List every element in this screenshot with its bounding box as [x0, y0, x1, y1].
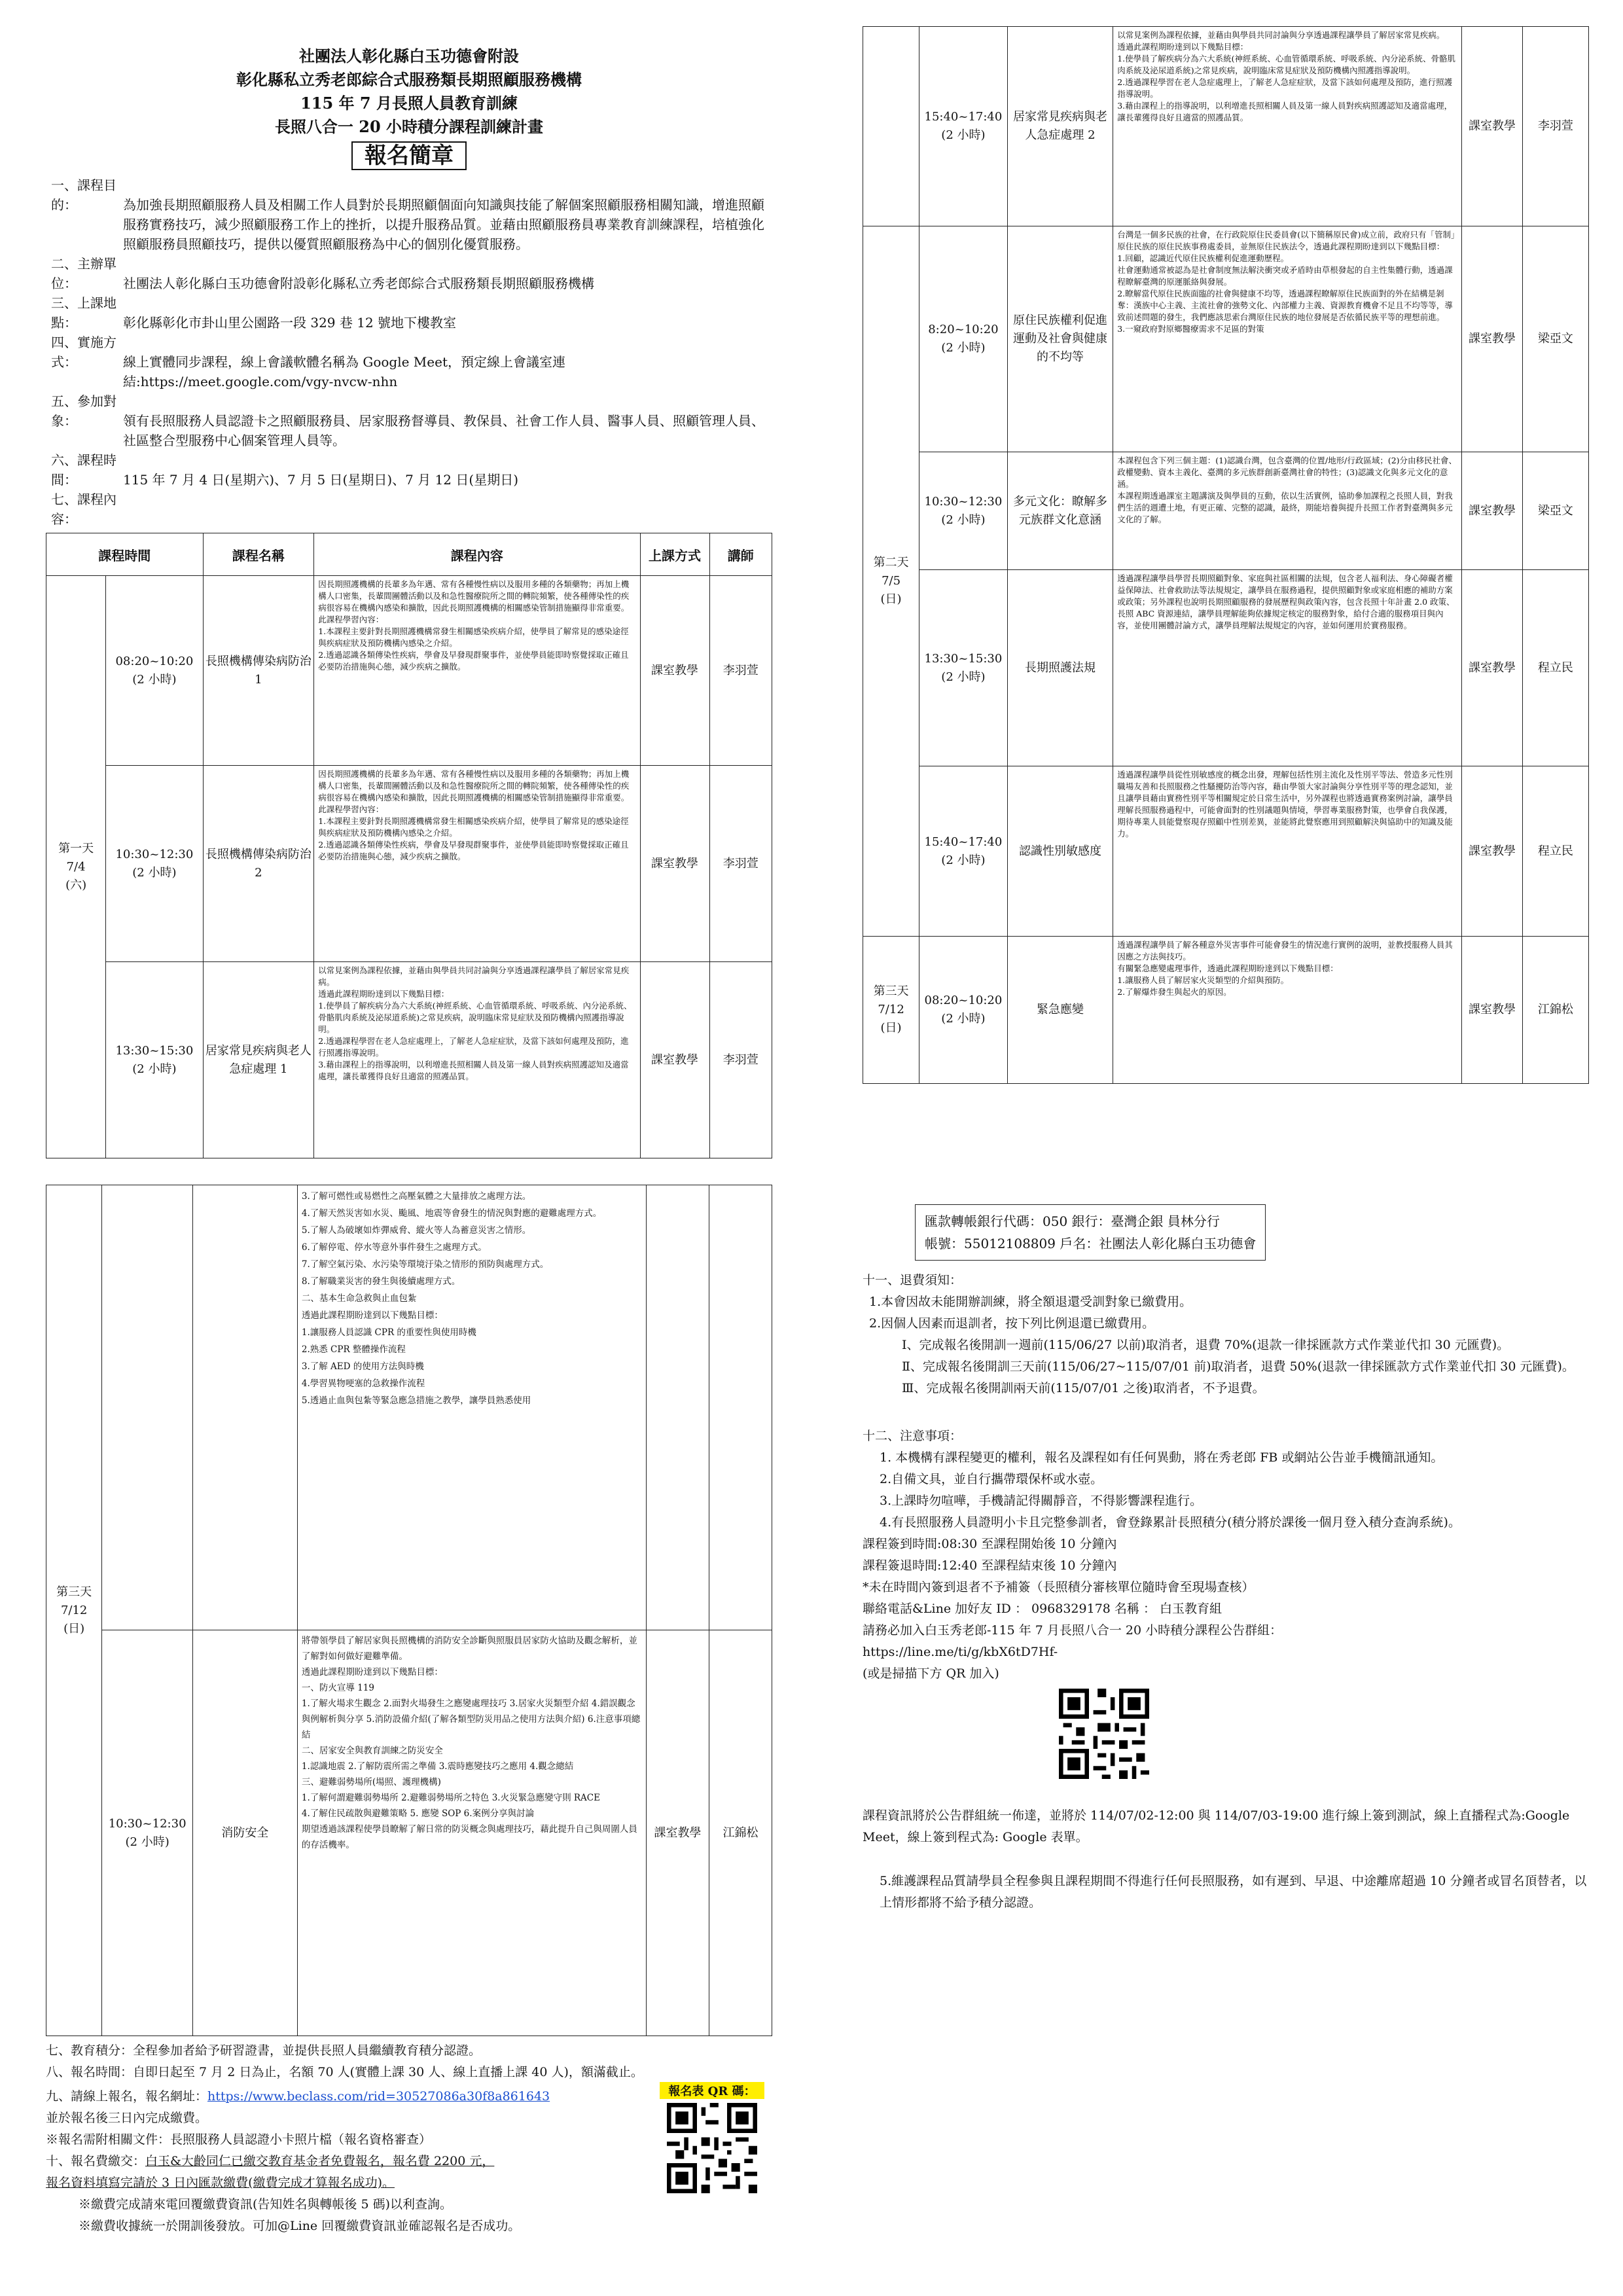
rule-5: 5.維護課程品質請學員全程參與且課程期間不得進行任何長照服務，如有遲到、早退、中途離席超過 10 分鐘者或冒名頂替者，以上情形都將不給予積分認證。: [880, 1874, 1587, 1910]
notice-line: 課程簽到時間:08:30 至課程開始後 10 分鐘內: [863, 1537, 1117, 1551]
notice-line: 4.有長照服務人員證明小卡且完整參訓者，會登錄累計長照積分(積分將於課後一個月登入積分查詢系統)。: [880, 1515, 1461, 1530]
header-line-4: 長照八合一 20 小時積分課程訓練計畫: [274, 117, 544, 136]
intro-item: 三、上課地點： 彰化縣彰化市卦山里公園路一段 329 巷 12 號地下樓教室: [51, 295, 457, 331]
session-name: 長期照護法規: [1007, 570, 1113, 766]
session-content: 因長期照護機構的長輩多為年邁、常有各種慢性病以及服用多種的各類藥物；再加上機構人口密集，長輩間團體活動以及和急性醫療院所之間的轉院頻繁，使各種傳染性的疾病很容易在機構內感染和擴散，因此長期照護機構的相關感染管制措施顯得非常重要。 此課程學習內容： 1.本課程主要針對長期照護機構常發生相關感染疾病介紹，使學員了解常見的感染途徑與疾病症狀及預防機構內感染之介紹。 2.透過認識各類傳染性疾病，學會及早發現群聚事件，並使學員能即時察覺採取正確且必要防治措施與心態，減少疾病之擴散。: [314, 576, 640, 766]
session-mode: 課室教學: [647, 1630, 709, 2036]
schedule-table-day1: [46, 533, 772, 1158]
header-line-3: 115 年 7 月長照人員教育訓練: [300, 94, 518, 113]
session-mode: 課室教學: [1462, 570, 1523, 766]
session-mode: 課室教學: [640, 962, 709, 1158]
session-time: 13:30~15:30 (2 小時): [106, 962, 203, 1158]
fee-line: 十、報名費繳交：白玉&大齡同仁已繳交教育基金者免費報名，報名費 2200 元，: [46, 2154, 495, 2168]
notice-heading: 十二、注意事項：: [863, 1429, 963, 1443]
session-mode: 課室教學: [1462, 766, 1523, 937]
notice-line: 聯絡電話&Line 加好友 ID ： 0968329178 名稱 ： 白玉教育組: [863, 1602, 1222, 1616]
notice-section: [863, 1426, 1589, 1685]
line-group-link[interactable]: https://line.me/ti/g/kbX6tD7Hf-: [863, 1645, 1058, 1659]
signup-qr-label: 報名表 QR 碼：: [660, 2082, 764, 2099]
bank-line-2: 帳號：55012108809 戶名：社團法人彰化縣白玉功德會: [925, 1236, 1257, 1251]
table-row: [46, 1630, 772, 2036]
notice-line: 1. 本機構有課程變更的權利，報名及課程如有任何異動，將在秀老郎 FB 或網站公告並手機簡訊通知。: [880, 1450, 1444, 1465]
page-1: [46, 26, 772, 1126]
session-content: 透過課程讓學員學習長期照顧對象、家庭與社區相關的法規，包含老人福利法、身心障礙者權益保障法、社會救助法等法規規定，讓學員在服務過程，提供照顧對象或家庭相應的補助方案或政策；另外課程也說明長期照顧服務的發展歷程與政策內容，包含長照十年計畫 2.0 政策、長照 ABC 資源連結，讓學員理解能夠依據規定核定的服務對象，給付合適的服務項目與內容，並使用團體討論方式，讓學員理解法規規定的內容，並如何運用於實務服務。: [1113, 570, 1462, 766]
table-row: [863, 937, 1589, 1084]
note-line: 並於報名後三日內完成繳費。: [46, 2111, 208, 2125]
bank-line-1: 匯款轉帳銀行代碼：050 銀行：臺灣企銀 員林分行: [925, 1213, 1220, 1229]
session-teacher: 江錦松: [1522, 937, 1588, 1084]
session-content: 3.了解可燃性或易燃性之高壓氣體之大量排放之處理方法。 4.了解天然災害如水災、颱風、地震等會發生的情況與對應的避難處理方式。 5.了解人為破壞如炸彈威脅、縱火等人為蓄意災害之情形。 6.了解停電、停水等意外事件發生之處理方式。 7.了解空氣污染、水污染等環境汙染之情形的預防與處理方式。 8.了解職業災害的發生與後續處理方式。 二、基本生命急救與止血包紮 透過此課程期盼達到以下幾點目標： 1.讓服務人員認識 CPR 的重要性與使用時機 2.熟悉 CPR 整體操作流程 3.了解 AED 的使用方法與時機 4.學習異物哽塞的急救操作流程 5.透過止血與包紮等緊急應急措施之教學，讓學員熟悉使用: [297, 1185, 646, 1630]
session-time: 10:30~12:30 (2 小時): [919, 452, 1008, 570]
session-mode: 課室教學: [1462, 226, 1523, 452]
note-line: ※繳費收據統一於開訓後發放。可加@Line 回覆繳費資訊並確認報名是否成功。: [79, 2219, 521, 2233]
line-group-qr-code-icon[interactable]: [1059, 1689, 1149, 1779]
signup-qr-code-icon[interactable]: [667, 2103, 757, 2193]
signup-line: 九、請線上報名，報名網址：https://www.beclass.com/rid=30527086a30f8a861643: [46, 2089, 550, 2104]
session-content: 將帶領學員了解居家與長照機構的消防安全診斷與照服員居家防火協助及觀念解析，並了解對如何做好避難準備。 透過此課程期盼達到以下幾點目標： 一、防火宣導 119 1.了解火場求生觀念 2.面對火場發生之應變處理技巧 3.居家火災類型介紹 4.錯誤觀念與例解析與分享 5.消防設備介紹(了解各類型防災用品之使用方法與介紹) 6.注意事項總結 二、居家安全與教育訓練之防災安全 1.認識地震 2.了解防震所需之準備 3.震時應變技巧之應用 4.觀念總結 三、避難弱勢場所(場照、護理機構) 1.了解何謂避難弱勢場所 2.避難弱勢場所之特色 3.火災緊急應變守則 RACE 4.了解住民疏散與避難策略 5. 應變 SOP 6.案例分享與討論 期望透過該課程使學員瞭解了解日常的防災概念與處理技巧，藉此提升自己與周圍人員的存活機率。: [297, 1630, 646, 2036]
refund-line: Ⅲ、完成報名後開訓兩天前(115/07/01 之後)取消者，不予退費。: [902, 1381, 1265, 1395]
session-content: 台灣是一個多民族的社會，在行政院原住民委員會(以下簡稱原民會)成立前，政府只有「管制」原住民族的原住民族事務處委員，並無原住民族法令，透過此課程期盼達到以下幾點目標： 1.回顧，認識近代原住民族權利促進運動歷程。 社會運動通常被認為是社會制度無法解決衝突或矛盾時由草根發起的自主性集體行動，透過課程瞭解臺灣的原運脈絡與發展。 2.瞭解當代原住民族面臨的社會與健康不均等，透過課程瞭解原住民族面對的外在結構是剝奪：漢族中心主義、主流社會的強勢文化、內部權力主義、資源教育機會不足且不均等等，導致前述問題的發生，我們應該思索台灣原住民族的地位發展是否依循民族平等的理想前進。 3.一窺政府對原鄉醫療需求不足區的對策: [1113, 226, 1462, 452]
note-line: 八、報名時間：自即日起至 7 月 2 日為止，名額 70 人(實體上課 30 人、線上直播上課 40 人)，額滿截止。: [46, 2065, 643, 2079]
session-time: 13:30~15:30 (2 小時): [919, 570, 1008, 766]
page-2: [863, 26, 1589, 1126]
session-time: 8:20~10:20 (2 小時): [919, 226, 1008, 452]
session-mode: 課室教學: [1462, 27, 1523, 226]
table-row: [863, 570, 1589, 766]
signup-qr-block: [660, 2082, 764, 2196]
col-header-content: 課程內容: [314, 533, 640, 576]
session-time: 10:30~12:30 (2 小時): [102, 1630, 193, 2036]
table-row: [46, 962, 772, 1158]
session-time: [102, 1185, 193, 1630]
note-line: ※繳費完成請來電回覆繳費資訊(告知姓名與轉帳後 5 碼)以利查詢。: [79, 2197, 452, 2212]
refund-line: 2.因個人因素而退訓者，按下列比例退還已繳費用。: [869, 1316, 1155, 1331]
notice-line: 請務必加入白玉秀老郎-115 年 7 月長照八合一 20 小時積分課程公告群組：: [863, 1623, 1283, 1638]
session-mode: 課室教學: [640, 576, 709, 766]
session-teacher: 李羽萱: [1522, 27, 1588, 226]
online-note-section: [863, 1805, 1589, 1914]
session-teacher: 梁亞文: [1522, 226, 1588, 452]
session-name: [192, 1185, 297, 1630]
refund-line: Ⅱ、完成報名後開訓三天前(115/06/27~115/07/01 前)取消者，退費 50%(退款一律採匯款方式作業並代扣 30 元匯費)。: [902, 1359, 1575, 1374]
schedule-table-day2: [863, 26, 1589, 1084]
table-row: [46, 576, 772, 766]
schedule-table-day3: [46, 1185, 772, 2036]
col-header-time: 課程時間: [46, 533, 204, 576]
day-continued-cell: [863, 27, 919, 226]
session-teacher: 李羽萱: [709, 962, 772, 1158]
session-name: 居家常見疾病與老人急症處理 2: [1007, 27, 1113, 226]
online-note: 課程資訊將於公告群組統一佈達，並將於 114/07/02-12:00 與 114/07/03-19:00 進行線上簽到測試，線上直播程式為:Google Meet，線上簽到程式為: Google 表單。: [863, 1808, 1570, 1844]
session-mode: 課室教學: [1462, 452, 1523, 570]
session-time: 08:20~10:20 (2 小時): [106, 576, 203, 766]
notice-line: *未在時間內簽到退者不予補簽（長照積分審核單位隨時會至現場查核）: [863, 1580, 1255, 1594]
table-row: [863, 27, 1589, 226]
session-content: 以常見案例為課程依據，並藉由與學員共同討論與分享透過課程讓學員了解居家常見疾病。 透過此課程期盼達到以下幾點目標： 1.使學員了解疾病分為六大系統(神經系統、心血管循環系統、呼吸系統、內分泌系統、骨骼肌肉系統及泌尿道系統)之常見疾病，說明臨床常見症狀及預防機構內照護指導說明。 2.透過課程學習在老人急症處理上，了解老人急症症狀，及當下該如何處理及預防，進行照護指導說明。 3.藉由課程上的指導說明，以利增進長照相關人員及第一線人員對疾病照護認知及適當處理，讓長輩獲得良好且適當的照護品質。: [1113, 27, 1462, 226]
intro-list: [46, 175, 772, 529]
refund-line: 1.本會因故未能開辦訓練，將全額退還受訓對象已繳費用。: [869, 1295, 1192, 1309]
refund-heading: 十一、退費須知：: [863, 1273, 963, 1287]
table-row: [46, 1185, 772, 1630]
registration-notes: [46, 2040, 772, 2237]
page-4: [863, 1185, 1589, 2271]
note-line: 七、教育積分：全程參加者給予研習證書，並提供長照人員繼續教育積分認證。: [46, 2043, 482, 2058]
signup-link[interactable]: https://www.beclass.com/rid=30527086a30f8a861643: [207, 2089, 550, 2104]
session-content: 本課程包含下列三個主題：(1)認識台灣，包含臺灣的位置/地形/行政區域；(2)分由移民社會、政權變動、資本主義化、臺灣的多元族群創新臺灣社會的特性；(3)認識文化與多元文化的意涵。 本課程期透過課室主題講演及與學員的互動，依以生活實例，協助參加課程之長照人員，對我們生活的週遭土地，有更正確、完整的認識，最終，期能培養與提升長照工作者對臺灣與多元文化的了解。: [1113, 452, 1462, 570]
session-time: 15:40~17:40 (2 小時): [919, 27, 1008, 226]
session-time: 08:20~10:20 (2 小時): [919, 937, 1008, 1084]
day-label: 第一天 7/4 (六): [46, 576, 106, 1158]
note-line: 報名資料填寫完請於 3 日內匯款繳費(繳費完成才算報名成功)。: [46, 2176, 395, 2190]
table-row: [863, 766, 1589, 937]
session-content: 因長期照護機構的長輩多為年邁、常有各種慢性病以及服用多種的各類藥物；再加上機構人口密集，長輩間團體活動以及和急性醫療院所之間的轉院頻繁，使各種傳染性的疾病很容易在機構內感染和擴散，因此長期照護機構的相關感染管制措施顯得非常重要。 此課程學習內容： 1.本課程主要針對長期照護機構常發生相關感染疾病介紹，使學員了解常見的感染途徑與疾病症狀及預防機構內感染之介紹。 2.透過認識各類傳染性疾病，學會及早發現群聚事件，並使學員能即時察覺採取正確且必要防治措施與心態，減少疾病之擴散。: [314, 766, 640, 962]
session-name: 消防安全: [192, 1630, 297, 2036]
session-teacher: 程立民: [1522, 570, 1588, 766]
day-label: 第二天 7/5 (日): [863, 226, 919, 937]
page-3: [46, 1185, 772, 2271]
session-content: 以常見案例為課程依據，並藉由與學員共同討論與分享透過課程讓學員了解居家常見疾病。 透過此課程期盼達到以下幾點目標： 1.使學員了解疾病分為六大系統(神經系統、心血管循環系統、呼吸系統、內分泌系統、骨骼肌肉系統及泌尿道系統)之常見疾病，說明臨床常見症狀及預防機構內照護指導說明。 2.透過課程學習在老人急症處理上，了解老人急症症狀，及當下該如何處理及預防，進行照護指導說明。 3.藉由課程上的指導說明，以利增進長照相關人員及第一線人員對疾病照護認知及適當處理，讓長輩獲得良好且適當的照護品質。: [314, 962, 640, 1158]
line-qr-block: [1059, 1689, 1589, 1782]
refund-section: [863, 1270, 1589, 1399]
session-teacher: 梁亞文: [1522, 452, 1588, 570]
table-row: [863, 226, 1589, 452]
session-teacher: [709, 1185, 772, 1630]
table-row: [46, 766, 772, 962]
session-mode: [647, 1185, 709, 1630]
session-teacher: 李羽萱: [709, 766, 772, 962]
col-header-mode: 上課方式: [640, 533, 709, 576]
intro-item: 七、課程內容：: [51, 492, 116, 527]
note-line: ※報名需附相關文件：長照服務人員認證小卡照片檔（報名資格審查）: [46, 2132, 432, 2147]
intro-item: 五、參加對象： 領有長照服務人員認證卡之照顧服務員、居家服務督導員、教保員、社會工作人員、醫事人員、照顧管理人員、社區整合型服務中心個案管理人員等。: [51, 393, 764, 448]
session-name: 長照機構傳染病防治 2: [203, 766, 314, 962]
day-label: 第三天 7/12 (日): [863, 937, 919, 1084]
document-header: [46, 45, 772, 174]
intro-item: 一、課程目的： 為加強長期照顧服務人員及相關工作人員對於長期照顧個面向知識與技能了解個案照顧服務相關知識，增進照顧服務實務技巧，減少照顧服務工作上的挫折，以提升服務品質。並藉由照顧服務員專業教育訓練課程，培植強化照顧服務員照顧技巧，提供以優質照顧服務為中心的個別化優質服務。: [51, 177, 764, 252]
session-name: 長照機構傳染病防治 1: [203, 576, 314, 766]
bank-info-box: [915, 1204, 1266, 1261]
notice-line: (或是掃描下方 QR 加入): [863, 1666, 999, 1681]
session-name: 多元文化：瞭解多元族群文化意涵: [1007, 452, 1113, 570]
header-line-2: 彰化縣私立秀老郎綜合式服務類長期照顧服務機構: [236, 70, 582, 89]
table-header-row: [46, 533, 772, 576]
intro-item: 二、主辦單位： 社團法人彰化縣白玉功德會附設彰化縣私立秀老郎綜合式服務類長期照顧服務機構: [51, 256, 594, 291]
intro-item: 四、實施方式： 線上實體同步課程，線上會議軟體名稱為 Google Meet，預定線上會議室連結:https://meet.google.com/vgy-nvcw-nhn: [51, 334, 565, 389]
session-name: 緊急應變: [1007, 937, 1113, 1084]
header-line-1: 社團法人彰化縣白玉功德會附設: [299, 46, 519, 65]
session-name: 認識性別敏感度: [1007, 766, 1113, 937]
notice-line: 課程簽退時間:12:40 至課程結束後 10 分鐘內: [863, 1558, 1117, 1573]
col-header-teacher: 講師: [709, 533, 772, 576]
document-title: 報名簡章: [351, 141, 467, 170]
session-teacher: 李羽萱: [709, 576, 772, 766]
session-teacher: 江錦松: [709, 1630, 772, 2036]
session-time: 10:30~12:30 (2 小時): [106, 766, 203, 962]
session-content: 透過課程讓學員了解各種意外災害事件可能會發生的情況進行實例的說明，並教授服務人員其因應之方法與技巧。 有關緊急應變處理事件，透過此課程期盼達到以下幾點目標： 1.讓服務人員了解居家火災類型的介紹與預防。 2.了解爆炸發生與起火的原因。: [1113, 937, 1462, 1084]
session-teacher: 程立民: [1522, 766, 1588, 937]
session-time: 15:40~17:40 (2 小時): [919, 766, 1008, 937]
session-mode: 課室教學: [640, 766, 709, 962]
intro-item: 六、課程時間： 115 年 7 月 4 日(星期六)、7 月 5 日(星期日)、7 月 12 日(星期日): [51, 452, 518, 488]
session-name: 原住民族權利促進運動及社會與健康的不均等: [1007, 226, 1113, 452]
session-mode: 課室教學: [1462, 937, 1523, 1084]
refund-line: Ⅰ、完成報名後開訓一週前(115/06/27 以前)取消者，退費 70%(退款一律採匯款方式作業並代扣 30 元匯費)。: [902, 1338, 1510, 1352]
day-label: 第三天 7/12 (日): [46, 1185, 102, 2036]
table-row: [863, 452, 1589, 570]
col-header-name: 課程名稱: [203, 533, 314, 576]
session-content: 透過課程讓學員從性別敏感度的概念出發，理解包括性別主流化及性別平等法、營造多元性別職場友善和長照服務之性騷擾防治等內容，藉由學領大家討論與分享性別平等的理念認知，並且讓學員藉由實務性別平等相關規定於日常生活中，另外課程也將透過實務案例討論，讓學員理解長照服務過程中，可能會面對的性別議題與情境，學習專業服務對策，也學會自我保護，期待專業人員能覺察現存照顧中性別差異，並能將此覺察應用到照顧解決與協助中的知識及能力。: [1113, 766, 1462, 937]
session-name: 居家常見疾病與老人急症處理 1: [203, 962, 314, 1158]
notice-line: 3.上課時勿喧嘩，手機請記得關靜音，不得影響課程進行。: [880, 1494, 1203, 1508]
notice-line: 2.自備文具，並自行攜帶環保杯或水壺。: [880, 1472, 1103, 1486]
